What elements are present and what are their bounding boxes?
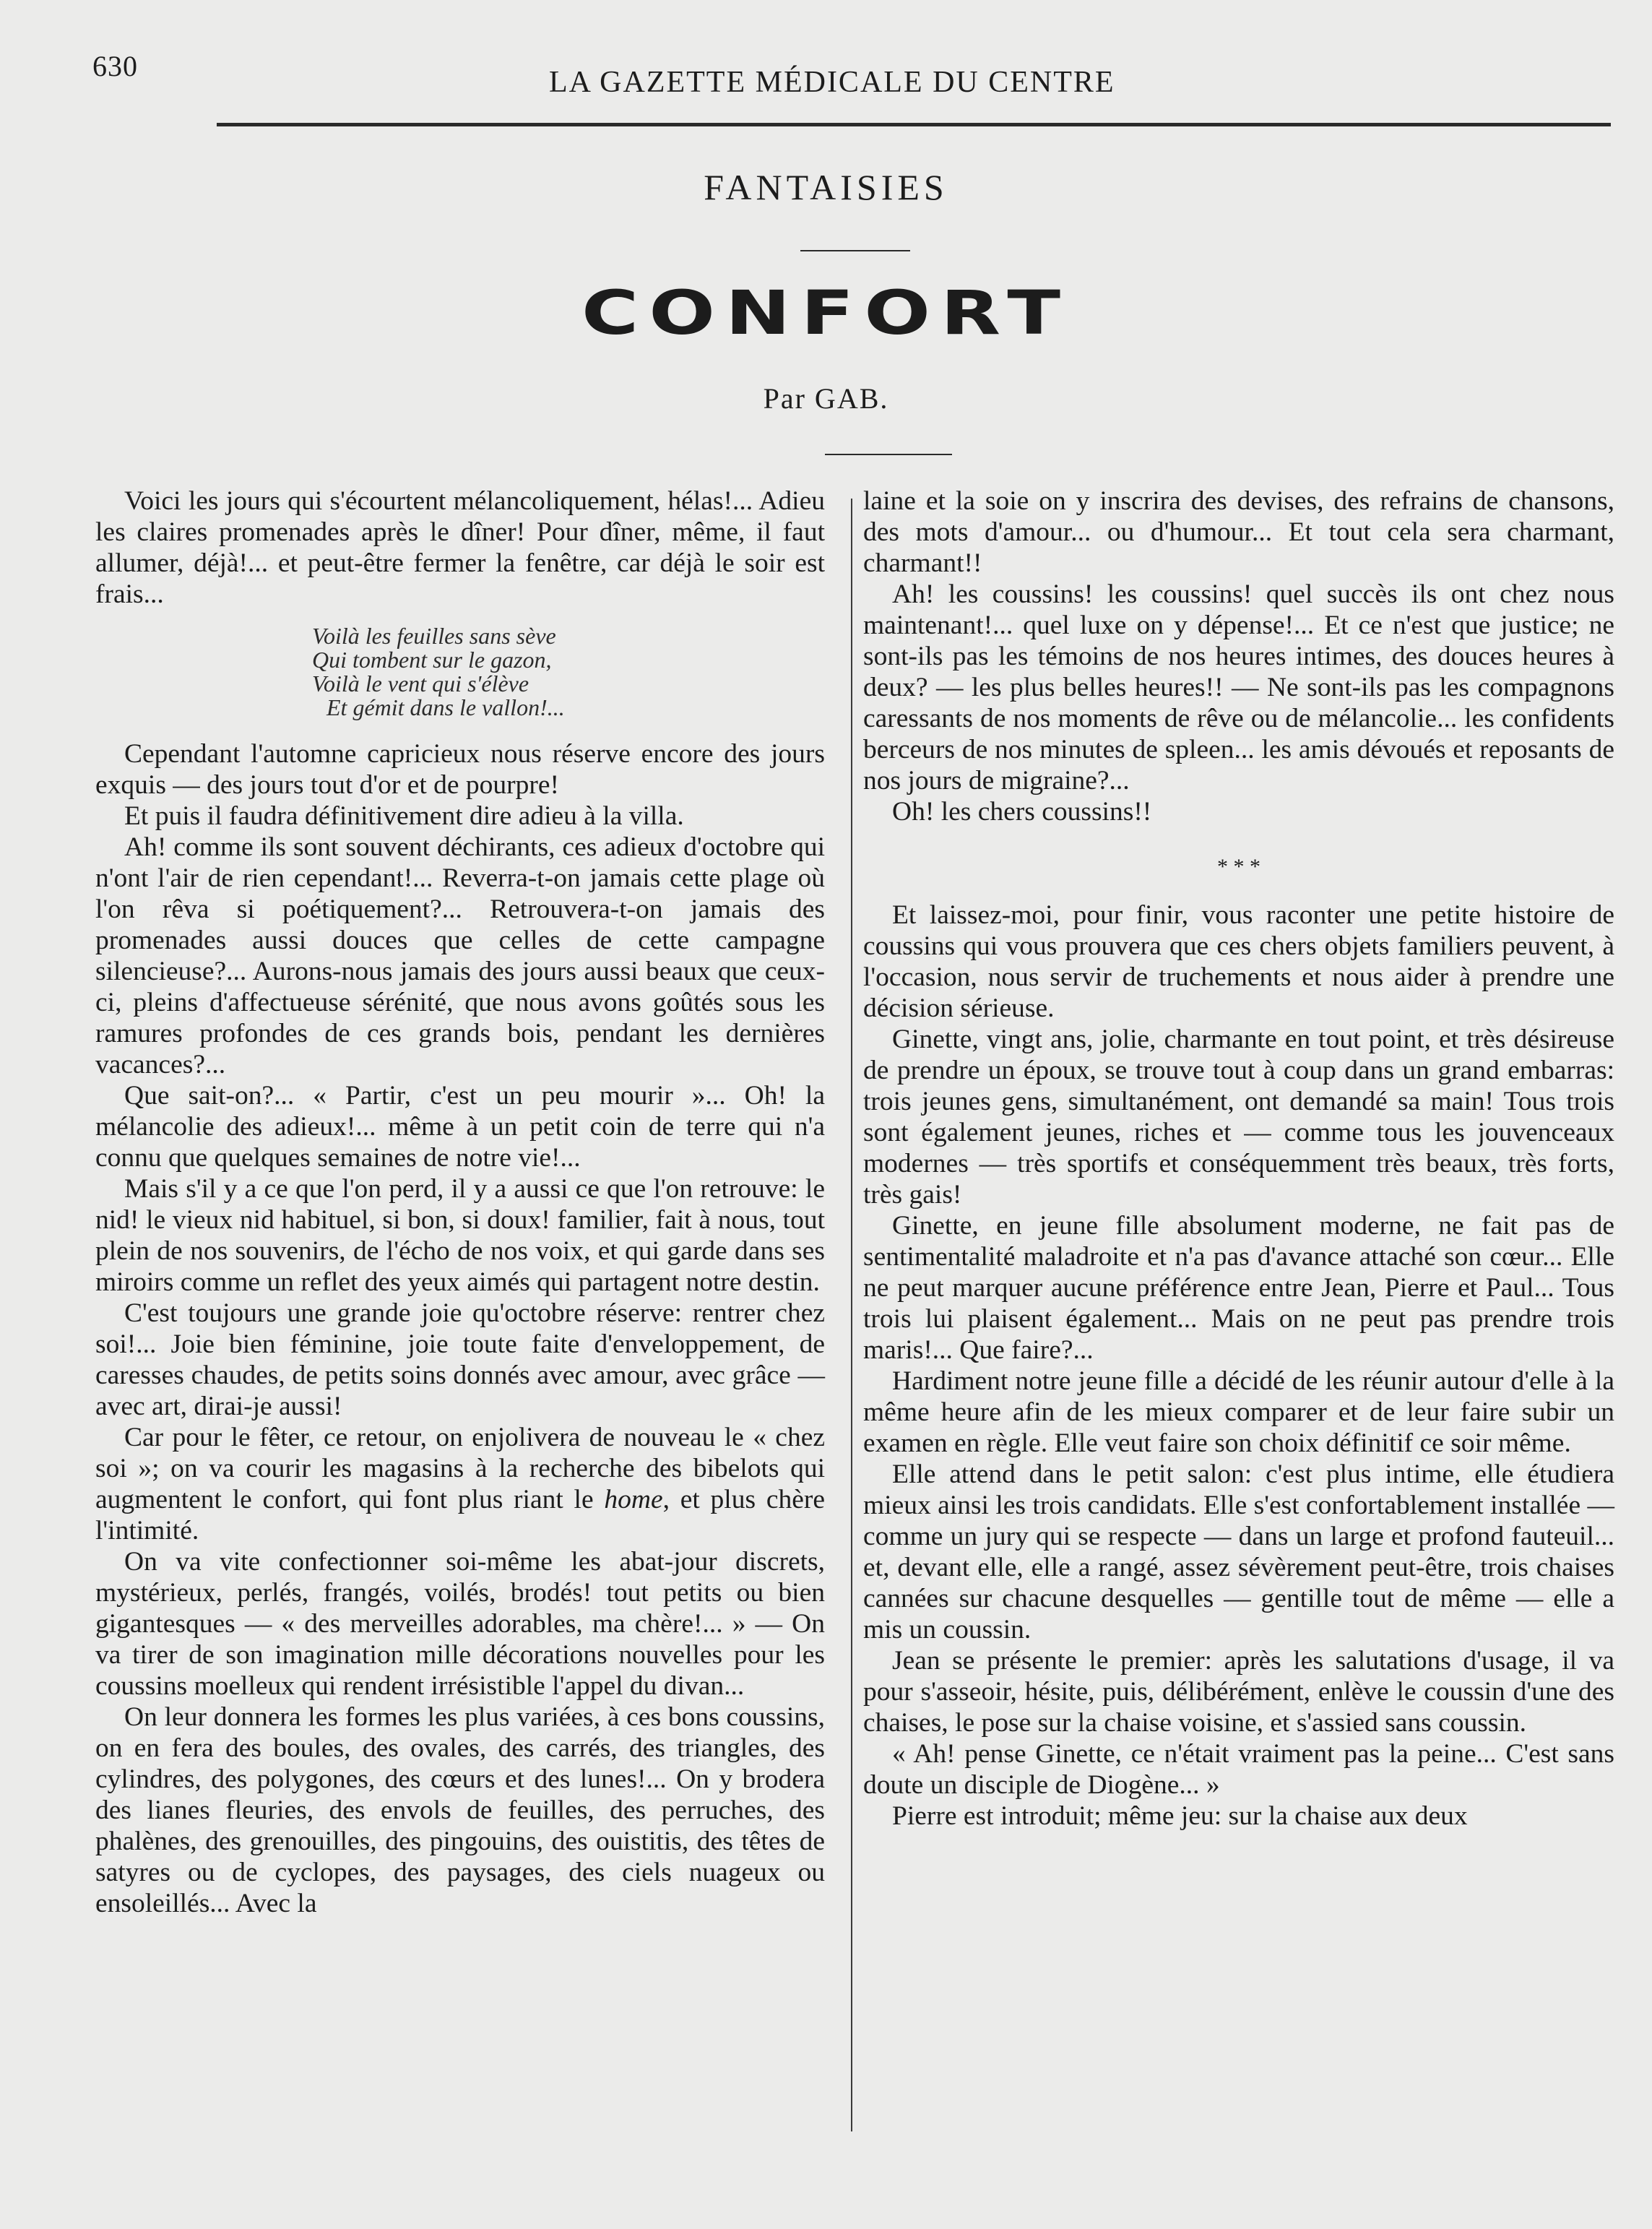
byline: Par GAB. [763, 382, 889, 415]
paragraph: Que sait-on?... « Partir, c'est un peu mourir »... Oh! la mélancolie des adieux!... même à un petit coin de terre qui n'a connu que quelques semaines de notre vie!... [95, 1081, 825, 1173]
paragraph: C'est toujours une grande joie qu'octobre réserve: rentrer chez soi!... Joie bien féminine, joie toute faite d'enveloppement, de caresses chaudes, de petits soins donnés avec amour, avec grâce — avec art, dirai-je aussi! [95, 1298, 825, 1421]
section-title: FANTAISIES [704, 167, 948, 207]
header-rule [217, 123, 1611, 126]
verse-line: Voilà les feuilles sans sève [312, 623, 556, 649]
paragraph: Elle attend dans le petit salon: c'est plus intime, elle étudiera mieux ainsi les trois candidats. Elle s'est confortablement installée — comme un jury qui se respecte — dans un large et profond fauteuil... et, devant elle, elle a rangé, assez sévèrement peut-être, trois chaises cannées sur chacune desquelles — gentille tout de même — elle a mis un coussin. [863, 1460, 1614, 1644]
section-break-asterism: * * * [1217, 855, 1260, 879]
paragraph: Et puis il faudra définitivement dire adieu à la villa. [124, 801, 684, 831]
paragraph: Hardiment notre jeune fille a décidé de les réunir autour d'elle à la même heure afin de les mieux comparer et de leur faire subir un examen en règle. Elle veut faire son choix définitif ce soir même. [863, 1366, 1614, 1458]
article-title: CONFORT [581, 278, 1071, 349]
paragraph: Voici les jours qui s'écourtent mélancoliquement, hélas!... Adieu les claires promenades après le dîner! Pour dîner, même, il faut allumer, déjà!... et peut-être fermer la fenêtre, car déjà le soir est frais... [95, 486, 825, 609]
paragraph-text: Car pour le fêter, ce retour, on enjolivera de nouveau le « chez soi »; on va courir les magasins à la recherche des bibelots qui augmentent le confort, qui font plus riant le [95, 1423, 825, 1514]
paragraph: Cependant l'automne capricieux nous réserve encore des jours exquis — des jours tout d'or et de pourpre! [95, 739, 825, 800]
paragraph: Ah! comme ils sont souvent déchirants, ces adieux d'octobre qui n'ont l'air de rien cependant!... Reverra-t-on jamais cette plage où l'on rêva si poétiquement?... Retrouvera-t-on jamais des promenades aussi douces que celles de cette campagne silencieuse?... Aurons-nous jamais des jours aussi beaux que ceux-ci, pleins d'affectueuse sérénité, que nous avons goûtés sous les ramures profondes de ces grands bois, pendant les dernières vacances?... [95, 832, 825, 1079]
page-number: 630 [92, 50, 138, 82]
paragraph: Et laissez-moi, pour finir, vous raconter une petite histoire de coussins qui vous prouvera que ces chers objets familiers peuvent, à l'occasion, nous servir de truchements et nous aider à prendre une décision sérieuse. [863, 900, 1614, 1023]
paragraph: Oh! les chers coussins!! [892, 797, 1152, 827]
paragraph: Ginette, vingt ans, jolie, charmante en tout point, et très désireuse de prendre un époux, se trouve tout à coup dans un grand embarras: trois jeunes gens, simultanément, ont demandé sa main! Tous trois sont également jeunes, riches et — comme tous les jouvenceaux modernes — très sportifs et conséquemment très beaux, très forts, très gais! [863, 1025, 1614, 1210]
title-rule-top [800, 250, 910, 251]
verse-line: Voilà le vent qui s'élève [312, 671, 529, 697]
italic-word: home [604, 1485, 663, 1514]
paragraph: Mais s'il y a ce que l'on perd, il y a aussi ce que l'on retrouve: le nid! le vieux nid habituel, si bon, si doux! familier, fait à nous, tout plein de nos souvenirs, de l'écho de nos voix, et qui garde dans ses miroirs comme un reflet des yeux aimés qui partagent notre destin. [95, 1174, 825, 1297]
paragraph: Jean se présente le premier: après les salutations d'usage, il va pour s'asseoir, hésite, puis, délibérément, enlève le coussin d'une des chaises, le pose sur la chaise voisine, et s'assied sans coussin. [863, 1646, 1614, 1738]
paragraph: Pierre est introduit; même jeu: sur la chaise aux deux [892, 1801, 1468, 1831]
paragraph [95, 1422, 825, 1546]
paragraph: laine et la soie on y inscrira des devises, des refrains de chansons, des mots d'amour... ou d'humour... Et tout cela sera charmant, charmant!! [863, 486, 1614, 578]
column-divider [851, 499, 852, 2131]
right-column [863, 486, 1614, 1832]
running-head: LA GAZETTE MÉDICALE DU CENTRE [549, 66, 1115, 99]
verse-line: Qui tombent sur le gazon, [312, 647, 552, 673]
poem-verse [312, 624, 825, 720]
paragraph-text: , et plus chère l'intimité. [95, 1485, 825, 1545]
paragraph: Ginette, en jeune fille absolument moderne, ne fait pas de sentimentalité maladroite et n'a pas d'avance attaché son cœur... Elle ne peut marquer aucune préférence entre Jean, Pierre et Paul... Tous trois lui plaisent également... Mais on ne peut pas prendre trois maris!... Que faire?... [863, 1211, 1614, 1365]
left-column [95, 486, 825, 1919]
verse-line: Et gémit dans le vallon!... [326, 694, 565, 720]
paragraph: On leur donnera les formes les plus variées, à ces bons coussins, on en fera des boules, des ovales, des carrés, des triangles, des cylindres, des polygones, des cœurs et des lunes!... On y brodera des lianes fleuries, des envols de feuilles, des perruches, des phalènes, des grenouilles, des pingouins, des ouistitis, des têtes de satyres ou de cyclopes, des paysages, des ciels nuageux ou ensoleillés... Avec la [95, 1702, 825, 1918]
title-rule-bottom [825, 454, 952, 455]
paragraph: On va vite confectionner soi-même les abat-jour discrets, mystérieux, perlés, frangés, voilés, brodés! tout petits ou bien gigantesques — « des merveilles adorables, ma chère!... » — On va tirer de son imagination mille décorations nouvelles pour les coussins moelleux qui rendent irrésistible l'appel du divan... [95, 1547, 825, 1701]
paragraph: Ah! les coussins! les coussins! quel succès ils ont chez nous maintenant!... quel luxe on y dépense!... Et ce n'est que justice; ne sont-ils pas les témoins de nos heures intimes, des douces heures à deux? — les plus belles heures!! — Ne sont-ils pas les compagnons caressants de nos moments de rêve ou de mélancolie... les confidents berceurs de nos minutes de spleen... les amis dévoués et reposants de nos jours de migraine?... [863, 579, 1614, 796]
paragraph: « Ah! pense Ginette, ce n'était vraiment pas la peine... C'est sans doute un disciple de Diogène... » [863, 1739, 1614, 1800]
